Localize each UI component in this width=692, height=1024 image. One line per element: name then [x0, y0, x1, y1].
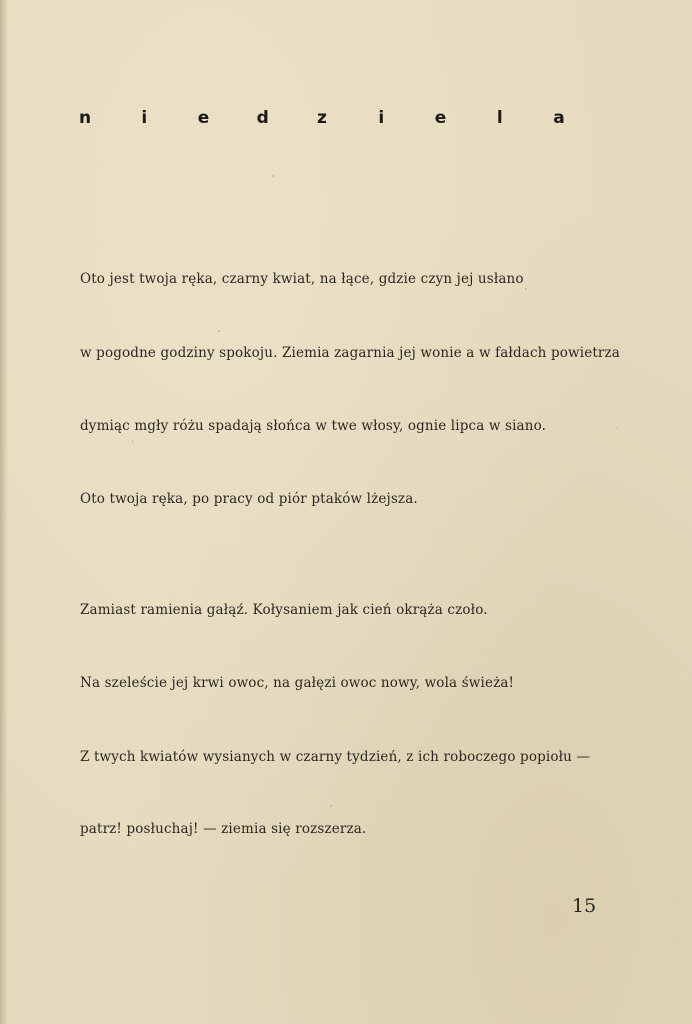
page-edge-shadow	[0, 0, 8, 1024]
verse-line: Z twych kwiatów wysianych w czarny tydzień, z ich roboczego popiołu —	[80, 749, 591, 765]
verse-line: dymiąc mgły różu spadają słońca w twe włosy, ognie lipca w siano.	[80, 418, 547, 434]
verse-line: Oto twoja ręka, po pracy od piór ptaków lżejsza.	[80, 491, 418, 507]
title-letter: n	[78, 108, 92, 128]
verse-line: Zamiast ramienia gałąź. Kołysaniem jak cień okrąża czoło.	[80, 602, 488, 618]
verse-line: Oto jest twoja ręka, czarny kwiat, na łące, gdzie czyn jej usłano	[80, 271, 524, 287]
paper-speck	[525, 288, 527, 290]
title-letter: d	[256, 108, 269, 128]
title-letter: e	[434, 108, 447, 128]
title-letter: i	[378, 108, 385, 128]
verse-line: w pogodne godziny spokoju. Ziemia zagarnia jej wonie a w fałdach powietrza	[80, 345, 620, 361]
paper-speck	[132, 440, 133, 443]
paper-speck	[218, 330, 220, 332]
title-letter: a	[553, 108, 565, 128]
verse-line: Na szeleście jej krwi owoc, na gałęzi owoc nowy, wola świeża!	[80, 675, 515, 691]
poem-title	[78, 108, 566, 128]
paper-speck	[330, 805, 332, 807]
title-letter: e	[197, 108, 210, 128]
title-letter: z	[317, 108, 327, 128]
title-letter: i	[141, 108, 148, 128]
page-number: 15	[572, 895, 597, 917]
verse-line: patrz! posłuchaj! — ziemia się rozszerza.	[80, 821, 367, 837]
title-letter: l	[496, 108, 503, 128]
paper-speck	[616, 428, 618, 429]
paper-speck	[272, 175, 274, 177]
